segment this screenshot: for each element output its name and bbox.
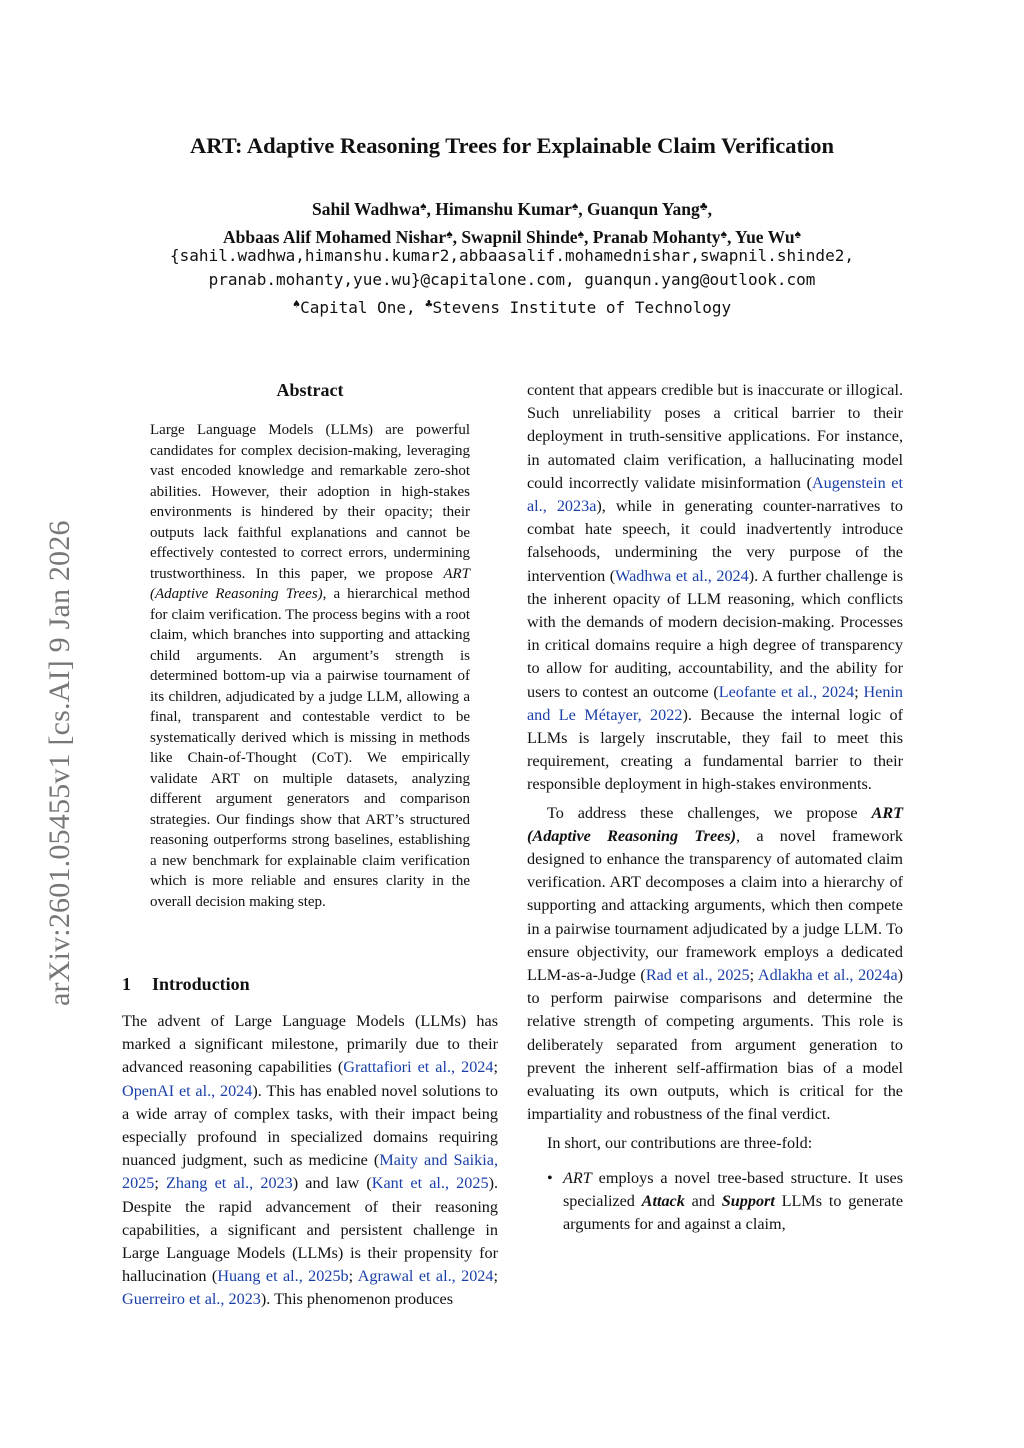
- affiliation-mark: ♠: [292, 297, 301, 311]
- text-run: ;: [348, 1267, 358, 1286]
- author-name: Himanshu Kumar: [435, 199, 572, 219]
- text-run: content that appears credible but is inaccurate or illogical. Such unreliability poses a critical barrier to their deployment in truth-sensitive applications. For instance, in automated claim verification, a hallucinating model could incorrectly validate misinformation (: [527, 381, 903, 492]
- affiliation-name: Stevens Institute of Technology: [432, 298, 732, 317]
- citation-link[interactable]: Leofante et al., 2024: [718, 682, 855, 701]
- text-run: and: [684, 1191, 722, 1210]
- author-separator: ,: [426, 199, 436, 219]
- text-run: employs a novel tree-based structure. It uses specialized: [563, 1168, 903, 1210]
- text-run: ). This has enabled novel solutions to a wide array of complex tasks, with their impact being especially profound in specialized domains requiring nuanced judgment, such as medicine (: [122, 1081, 499, 1170]
- citation-link[interactable]: Grattafiori et al., 2024: [343, 1058, 494, 1077]
- contribution-list: [527, 1167, 903, 1237]
- text-run: ) to perform pairwise comparisons and determine the relative strength of competing arguments. This role is deliberately separated from argument generation to prevent the inherent self-affirmation bias of a model evaluating its own outputs, which is critical for the impartiality and robustness of the final verdict.: [527, 966, 904, 1124]
- intro-paragraph-proposal: [527, 802, 903, 1127]
- text-run: ;: [154, 1174, 167, 1193]
- affiliation-name: Capital One: [300, 298, 407, 317]
- text-run: ;: [493, 1058, 498, 1077]
- text-run: LLMs to generate arguments for and against a claim,: [563, 1191, 904, 1234]
- author-name: Abbaas Alif Mohamed Nishar: [223, 227, 447, 247]
- affiliation-mark: ♣: [425, 297, 433, 311]
- arxiv-identifier: arXiv:2601.05455v1 [cs.AI] 9 Jan 2026: [43, 520, 76, 1006]
- citation-link[interactable]: Agrawal et al., 2024: [357, 1267, 494, 1286]
- author-separator: ,: [707, 199, 712, 219]
- citation-link[interactable]: Maity and Saikia, 2025: [122, 1151, 499, 1193]
- text-run: ). This phenomenon produces: [260, 1290, 454, 1309]
- citation-link[interactable]: OpenAI et al., 2024: [122, 1081, 253, 1100]
- affiliation-mark: ♠: [720, 227, 727, 241]
- affiliation-mark: ♠: [446, 227, 453, 241]
- author-name: Yue Wu: [735, 227, 795, 247]
- citation-link[interactable]: Huang et al., 2025b: [217, 1267, 349, 1286]
- citation-link[interactable]: Wadhwa et al., 2024: [615, 566, 749, 585]
- text-run: ;: [493, 1267, 498, 1286]
- text-run: The advent of Large Language Models (LLMs) has marked a significant milestone, primarily due to their advanced reasoning capabilities (: [122, 1012, 498, 1077]
- affiliation-mark: ♠: [571, 199, 579, 213]
- citation-link[interactable]: Augenstein et al., 2023a: [527, 473, 903, 516]
- section-heading-introduction: [122, 970, 502, 998]
- author-line-1: [0, 194, 1024, 222]
- emphasis-term: Support: [721, 1191, 775, 1210]
- abstract-part: , a hierarchical method for claim verification. The process begins with a root claim, which branches into supporting and attacking child arguments. An argument’s strength is determined bottom-up via a pairwise tournament of its children, adjudicated by a judge LLM, allowing a final, transparent and contestable verdict to be systematically derived which is missing in methods like Chain-of-Thought (CoT). We empirically validate ART on multiple datasets, analyzing different argument generators and comparison strategies. Our findings show that ART’s structured reasoning outperforms strong baselines, establishing a new benchmark for explainable claim verification which is more reliable and ensures clarity in the overall decision making step.: [150, 586, 470, 910]
- affiliation-mark: ♠: [420, 199, 427, 213]
- text-run: ;: [749, 966, 758, 985]
- section-number: 1: [122, 974, 131, 994]
- text-run: ). Despite the rapid advancement of their reasoning capabilities, a significant and persistent challenge in Large Language Models (LLMs) is their propensity for hallucination (: [122, 1174, 498, 1286]
- author-name: Pranab Mohanty: [592, 227, 721, 247]
- intro-paragraph-continued: [527, 379, 903, 797]
- emphasis-term: Attack: [641, 1191, 685, 1210]
- abstract-part: Large Language Models (LLMs) are powerful candidates for complex decision-making, leveraging vast encoded knowledge and remarkable zero-shot abilities. However, their adoption in high-stakes environments is hindered by their opacity; their outputs lack faithful explanations and cannot be effectively contested to correct errors, undermining trustworthiness. In this paper, we propose: [150, 422, 470, 582]
- author-emails: [0, 244, 1024, 292]
- right-column: [527, 379, 903, 1236]
- text-run: To address these challenges, we propose: [547, 803, 872, 822]
- intro-paragraph-1: [122, 1010, 498, 1312]
- text-run: ). Because the internal logic of LLMs is largely inscrutable, they fail to meet this requirement, creating a fundamental barrier to their responsible deployment in high-stakes environments.: [527, 705, 904, 794]
- method-name: ART: [563, 1168, 592, 1187]
- intro-paragraph-contributions: In short, our contributions are three-fold:: [547, 1133, 813, 1152]
- affiliation-mark: ♠: [794, 227, 801, 241]
- email-line-2[interactable]: pranab.mohanty,yue.wu}@capitalone.com, guanqun.yang@outlook.com: [208, 270, 816, 289]
- section-title: Introduction: [152, 974, 250, 994]
- citation-link[interactable]: Henin and Le Métayer, 2022: [527, 682, 904, 724]
- author-name: Guanqun Yang: [587, 199, 700, 219]
- affiliation-mark: ♣: [699, 199, 708, 213]
- author-list: [0, 194, 1024, 250]
- abstract-heading: Abstract: [276, 380, 344, 400]
- author-name: Sahil Wadhwa: [312, 199, 421, 219]
- text-run: ). A further challenge is the inherent opacity of LLM reasoning, which conflicts with the demands of modern decision-making. Processes in critical domains require a high degree of transparency to allow for auditing, accountability, and the ability for users to contest an outcome (: [527, 566, 903, 701]
- citation-link[interactable]: Zhang et al., 2023: [166, 1174, 293, 1193]
- method-name: ART (Adaptive Reasoning Trees): [527, 803, 903, 845]
- text-run: ) and law (: [292, 1174, 372, 1193]
- author-separator: ,: [452, 227, 462, 247]
- text-run: ;: [854, 682, 864, 701]
- affiliation-mark: ♠: [577, 227, 584, 241]
- email-line-1[interactable]: {sahil.wadhwa,himanshu.kumar2,abbaasalif.mohamednishar,swapnil.shinde2,: [170, 246, 854, 265]
- author-separator: ,: [583, 227, 593, 247]
- abstract-text: [150, 420, 470, 912]
- text-run: ), while in generating counter-narratives to combat hate speech, it could inadvertently introduce falsehoods, undermining the very purpose of the intervention (: [527, 497, 903, 585]
- affiliations: [0, 292, 1024, 320]
- author-separator: ,: [726, 227, 736, 247]
- paper-title: ART: Adaptive Reasoning Trees for Explainable Claim Verification: [189, 133, 835, 158]
- citation-link[interactable]: Adlakha et al., 2024a: [757, 966, 898, 985]
- abstract-method-name: ART (Adaptive Reasoning Trees): [150, 565, 470, 602]
- citation-link[interactable]: Kant et al., 2025: [371, 1174, 489, 1193]
- affiliation-separator: ,: [406, 298, 426, 317]
- citation-link[interactable]: Guerreiro et al., 2023: [122, 1290, 261, 1309]
- list-item: [563, 1167, 903, 1237]
- author-name: Swapnil Shinde: [461, 227, 578, 247]
- text-run: , a novel framework designed to enhance the transparency of automated claim verification. ART decomposes a claim into a hierarchy of supporting and attacking arguments, which then compete in a pairwise tournament adjudicated by a judge LLM. To ensure objectivity, our framework employs a dedicated LLM-as-a-Judge (: [527, 826, 903, 985]
- author-separator: ,: [578, 199, 588, 219]
- citation-link[interactable]: Rad et al., 2025: [645, 966, 750, 985]
